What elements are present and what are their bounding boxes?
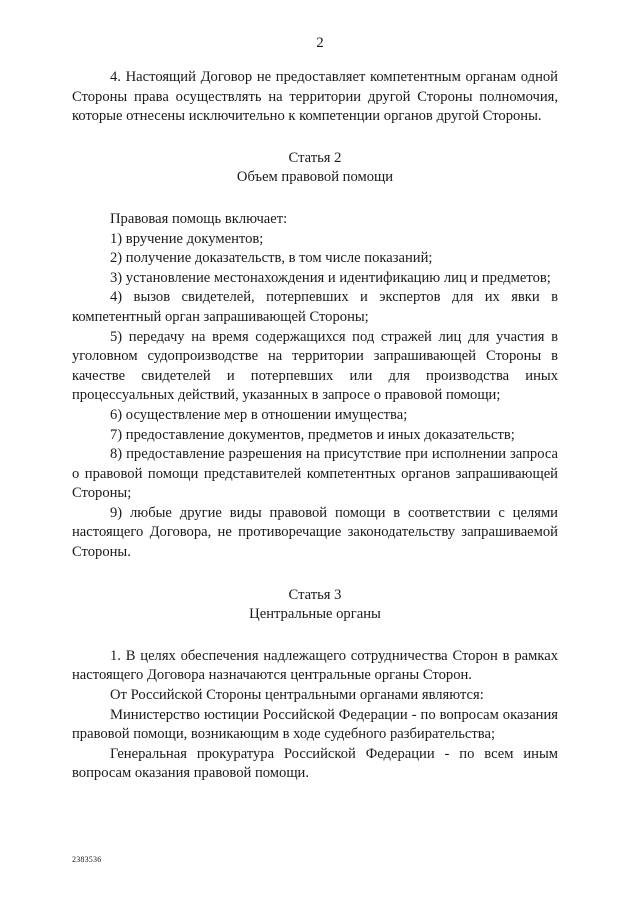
paragraph-4-scope: 4. Настоящий Договор не предоставляет компетентным органам одной Стороны права осуществлять на территории другой Стороны полномочия, которые отнесены исключительно к компетенции органов другой Стороны. xyxy=(72,69,558,125)
article-2-item-2: 2) получение доказательств, в том числе показаний; xyxy=(110,250,433,267)
article-3-paragraph-4: Генеральная прокуратура Российской Федерации - по всем иным вопросам оказания правовой помощи. xyxy=(72,745,558,782)
article-2-item-9: 9) любые другие виды правовой помощи в соответствии с целями настоящего Договора, не противоречащие законодательству запрашиваемой Стороны. xyxy=(72,504,558,561)
article-2-item-8: 8) предоставление разрешения на присутствие при исполнении запроса о правовой помощи представителей компетентных органов запрашивающей Стороны; xyxy=(72,446,558,502)
document-body xyxy=(72,68,558,784)
article-2-item-1: 1) вручение документов; xyxy=(110,230,264,247)
article-3-title: Центральные органы xyxy=(249,606,381,623)
article-2-lead: Правовая помощь включает: xyxy=(110,210,288,227)
document-code: 2383536 xyxy=(72,855,102,864)
article-3-paragraph-2: От Российской Стороны центральными органами являются: xyxy=(110,687,484,704)
page-number: 2 xyxy=(316,35,324,51)
article-2-title: Объем правовой помощи xyxy=(236,169,394,186)
article-3-paragraph-1: 1. В целях обеспечения надлежащего сотрудничества Сторон в рамках настоящего Договора назначаются центральные органы Сторон. xyxy=(72,647,558,684)
article-2-item-6: 6) осуществление мер в отношении имущества; xyxy=(110,406,408,423)
article-3-number: Статья 3 xyxy=(288,586,342,603)
article-2-item-5: 5) передачу на время содержащихся под стражей лиц для участия в уголовном судопроизводстве на территории запрашивающей Стороны в качестве свидетелей и потерпевших или для производства иных процессуальных действий, указанных в запросе о правовой помощи; xyxy=(72,328,558,404)
article-2-item-3: 3) установление местонахождения и идентификацию лиц и предметов; xyxy=(110,269,551,286)
article-2-item-7: 7) предоставление документов, предметов и иных доказательств; xyxy=(110,426,515,443)
article-2-number: Статья 2 xyxy=(288,149,342,166)
article-3-paragraph-3: Министерство юстиции Российской Федерации - по вопросам оказания правовой помощи, возникающим в ходе судебного разбирательства; xyxy=(72,706,558,743)
article-2-item-4: 4) вызов свидетелей, потерпевших и экспертов для их явки в компетентный орган запрашивающей Стороны; xyxy=(72,289,558,325)
